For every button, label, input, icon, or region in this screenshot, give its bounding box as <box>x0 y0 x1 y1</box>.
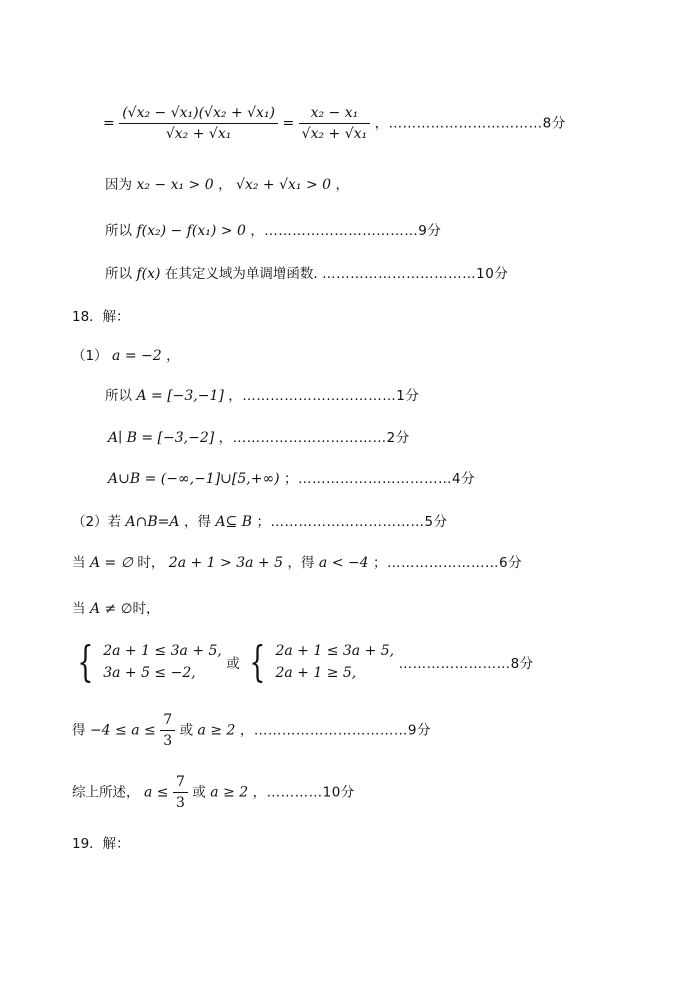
fraction-seven-thirds <box>173 772 188 813</box>
separator: ， <box>335 177 350 193</box>
fraction-denominator: 3 <box>163 733 173 749</box>
fraction-1-denominator: √x₂ + √x₁ <box>165 126 232 142</box>
system-2 <box>275 640 394 684</box>
math-expr: x₂ − x₁ > 0 <box>136 177 214 193</box>
fraction-numerator: 7 <box>160 710 175 731</box>
part-2-result <box>72 710 431 751</box>
system-1-row-1: 2a + 1 ≤ 3a + 5, <box>103 643 222 659</box>
connector-text: ，得 <box>287 555 315 571</box>
equals-sign-2: = <box>282 115 295 132</box>
question-18-heading: 18．解： <box>72 309 130 325</box>
score-leader: ；……………………6分 <box>373 555 523 571</box>
part-1-step-a <box>105 386 419 406</box>
score-leader: ……………………8分 <box>398 656 534 672</box>
or-text: 或 <box>192 784 206 801</box>
statement-text: 在其定义域为单调增函数. <box>164 266 318 282</box>
math-expr: −4 ≤ a ≤ <box>89 722 156 739</box>
or-text: 或 <box>226 656 240 672</box>
equation-line-1 <box>103 103 566 144</box>
separator: ， <box>218 177 232 193</box>
when-text: 当 <box>72 555 86 571</box>
math-expr: A∩B=A <box>125 514 180 530</box>
math-expr: A∣ B = [−3,−2] <box>108 430 215 446</box>
math-expr: a ≥ 2 <box>197 722 236 739</box>
part-2-line <box>72 512 448 532</box>
because-text: 因为 <box>105 177 132 193</box>
when-text: ∅时， <box>120 601 160 617</box>
fraction-numerator: 7 <box>173 772 188 793</box>
score-leader: ；……………………………5分 <box>256 514 448 530</box>
therefore-text: 所以 <box>105 223 132 239</box>
score-leader: ……………………………10分 <box>322 266 509 282</box>
inequality-systems <box>72 637 534 686</box>
fraction-1 <box>119 103 278 144</box>
math-expr: a = −2 <box>112 348 162 364</box>
score-leader: ，……………………………9分 <box>250 223 442 239</box>
separator: ， <box>166 348 180 364</box>
math-expr: A = ∅ <box>89 555 133 571</box>
math-expr: √x₂ + √x₁ > 0 <box>236 177 332 193</box>
part-1-step-b <box>108 428 410 448</box>
part-label: （1） <box>72 348 108 364</box>
result-text: 得 <box>72 722 86 739</box>
because-line <box>105 175 349 195</box>
fraction-2-denominator: √x₂ + √x₁ <box>301 126 368 142</box>
connector-text: ，得 <box>183 514 211 530</box>
system-1-row-2: 3a + 5 ≤ −2, <box>103 665 196 681</box>
math-expr: a ≥ 2 <box>210 784 249 801</box>
summary-line <box>72 772 355 813</box>
math-expr: 2a + 1 > 3a + 5 <box>168 555 284 571</box>
equals-sign: = <box>103 115 115 132</box>
or-text: 或 <box>179 722 194 739</box>
score-leader: ，…………10分 <box>252 784 355 801</box>
math-expr: a ≤ <box>143 784 169 801</box>
math-expr: A ≠ <box>89 601 117 617</box>
fraction-1-numerator: (√x₂ − √x₁)(√x₂ + √x₁) <box>119 103 278 124</box>
when-text: 当 <box>72 601 86 617</box>
score-leader: ；……………………………4分 <box>284 471 476 487</box>
part-2-case-empty <box>72 553 522 573</box>
part-label: （2）若 <box>72 514 122 530</box>
part-1-step-c <box>108 469 475 489</box>
system-2-row-2: 2a + 1 ≥ 5, <box>275 665 357 681</box>
therefore-line-1 <box>105 221 441 241</box>
therefore-text: 所以 <box>105 388 132 404</box>
score-leader: ，……………………………9分 <box>239 722 431 739</box>
when-text: 时， <box>137 555 165 571</box>
math-expr: A∪B = (−∞,−1]∪[5,+∞) <box>108 471 280 487</box>
fraction-2-numerator: x₂ − x₁ <box>299 103 371 124</box>
left-brace: { <box>249 637 266 686</box>
math-expr: A⊆ B <box>215 514 253 530</box>
question-19-heading: 19．解： <box>72 836 130 852</box>
math-expr: f(x₂) − f(x₁) > 0 <box>136 223 246 239</box>
math-expr: a < −4 <box>318 555 369 571</box>
summary-text: 综上所述， <box>72 784 140 801</box>
part-2-case-nonempty <box>72 599 159 619</box>
fraction-2 <box>299 103 371 144</box>
math-expr: f(x) <box>136 266 161 282</box>
score-leader: ，……………………………1分 <box>228 388 420 404</box>
fraction-denominator: 3 <box>175 795 185 811</box>
part-1-line <box>72 346 180 366</box>
fraction-seven-thirds <box>160 710 175 751</box>
system-2-row-1: 2a + 1 ≤ 3a + 5, <box>275 643 395 659</box>
system-1 <box>103 640 222 684</box>
therefore-text: 所以 <box>105 266 132 282</box>
left-brace: { <box>77 637 94 686</box>
math-expr: A = [−3,−1] <box>136 388 224 404</box>
therefore-line-2 <box>105 264 508 284</box>
score-leader: ，……………………………8分 <box>374 115 566 132</box>
score-leader: ，……………………………2分 <box>218 430 410 446</box>
